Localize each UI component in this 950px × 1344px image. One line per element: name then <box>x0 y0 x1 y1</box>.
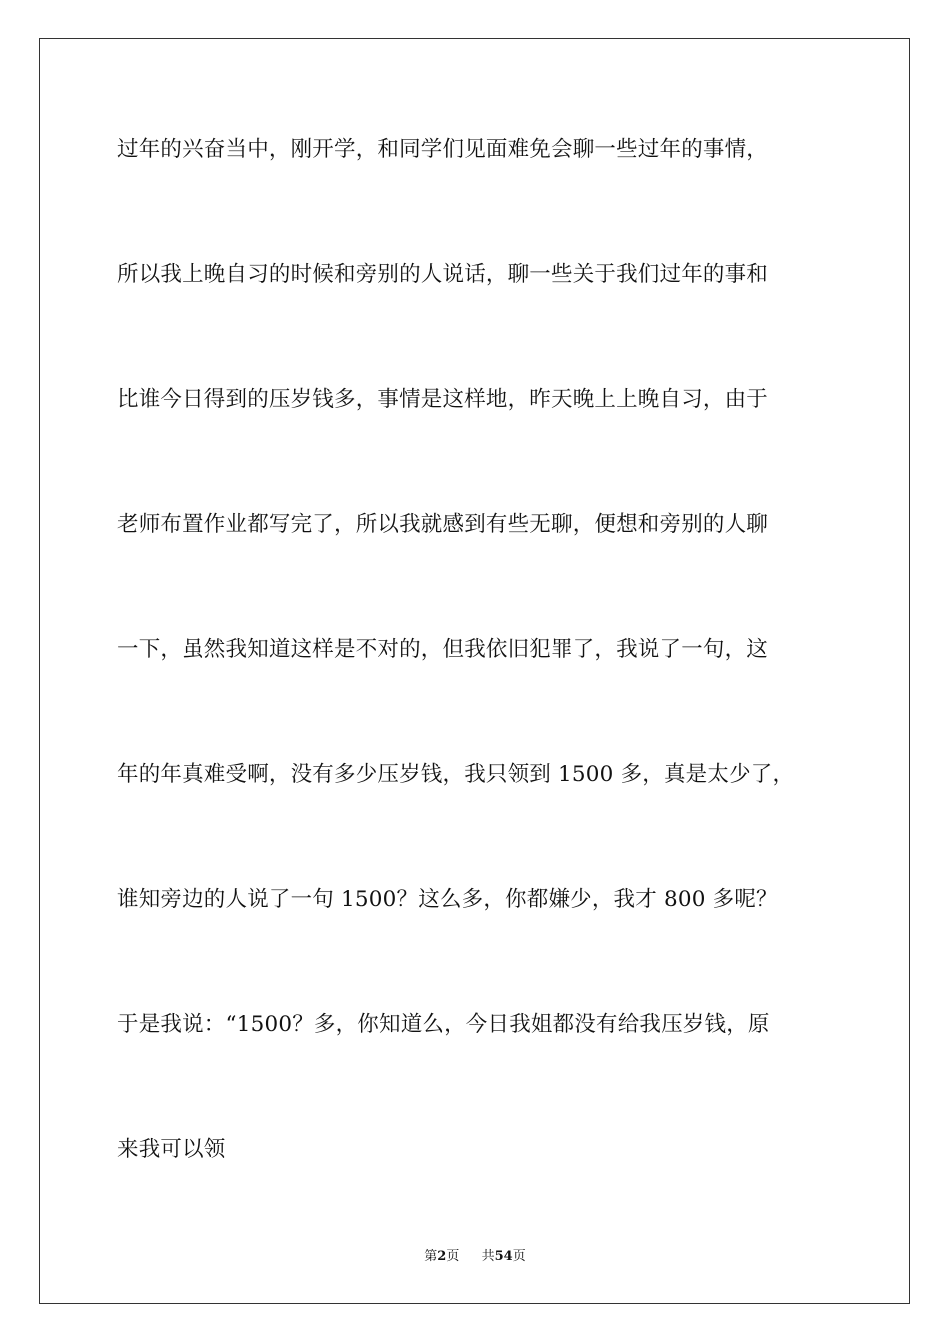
text-line: 谁知旁边的人说了一句 1500？这么多，你都嫌少，我才 800 多呢？ <box>117 887 778 912</box>
page-total <box>482 1249 526 1264</box>
text-line: 老师布置作业都写完了，所以我就感到有些无聊，便想和旁别的人聊 <box>117 512 769 537</box>
text-line: 所以我上晚自习的时候和旁别的人说话，聊一些关于我们过年的事和 <box>117 262 769 287</box>
page-number <box>424 1249 463 1264</box>
total-suffix: 页 <box>512 1249 526 1264</box>
page-suffix: 页 <box>446 1249 460 1264</box>
text-line: 于是我说：“1500？多，你知道么，今日我姐都没有给我压岁钱，原 <box>117 1012 770 1037</box>
total-page-count: 54 <box>494 1249 513 1264</box>
current-page-number: 2 <box>437 1249 447 1264</box>
page-prefix: 第 <box>424 1249 438 1264</box>
text-line: 一下，虽然我知道这样是不对的，但我依旧犯罪了，我说了一句，这 <box>117 637 769 662</box>
text-line: 比谁今日得到的压岁钱多，事情是这样地，昨天晚上上晚自习，由于 <box>117 387 769 412</box>
page-footer <box>0 1247 950 1267</box>
document-body <box>117 118 837 1181</box>
total-prefix: 共 <box>481 1249 495 1264</box>
text-line: 来我可以领 <box>117 1137 226 1162</box>
text-line: 过年的兴奋当中，刚开学，和同学们见面难免会聊一些过年的事情， <box>117 137 769 162</box>
text-line: 年的年真难受啊，没有多少压岁钱，我只领到 1500 多，真是太少了， <box>117 762 795 787</box>
